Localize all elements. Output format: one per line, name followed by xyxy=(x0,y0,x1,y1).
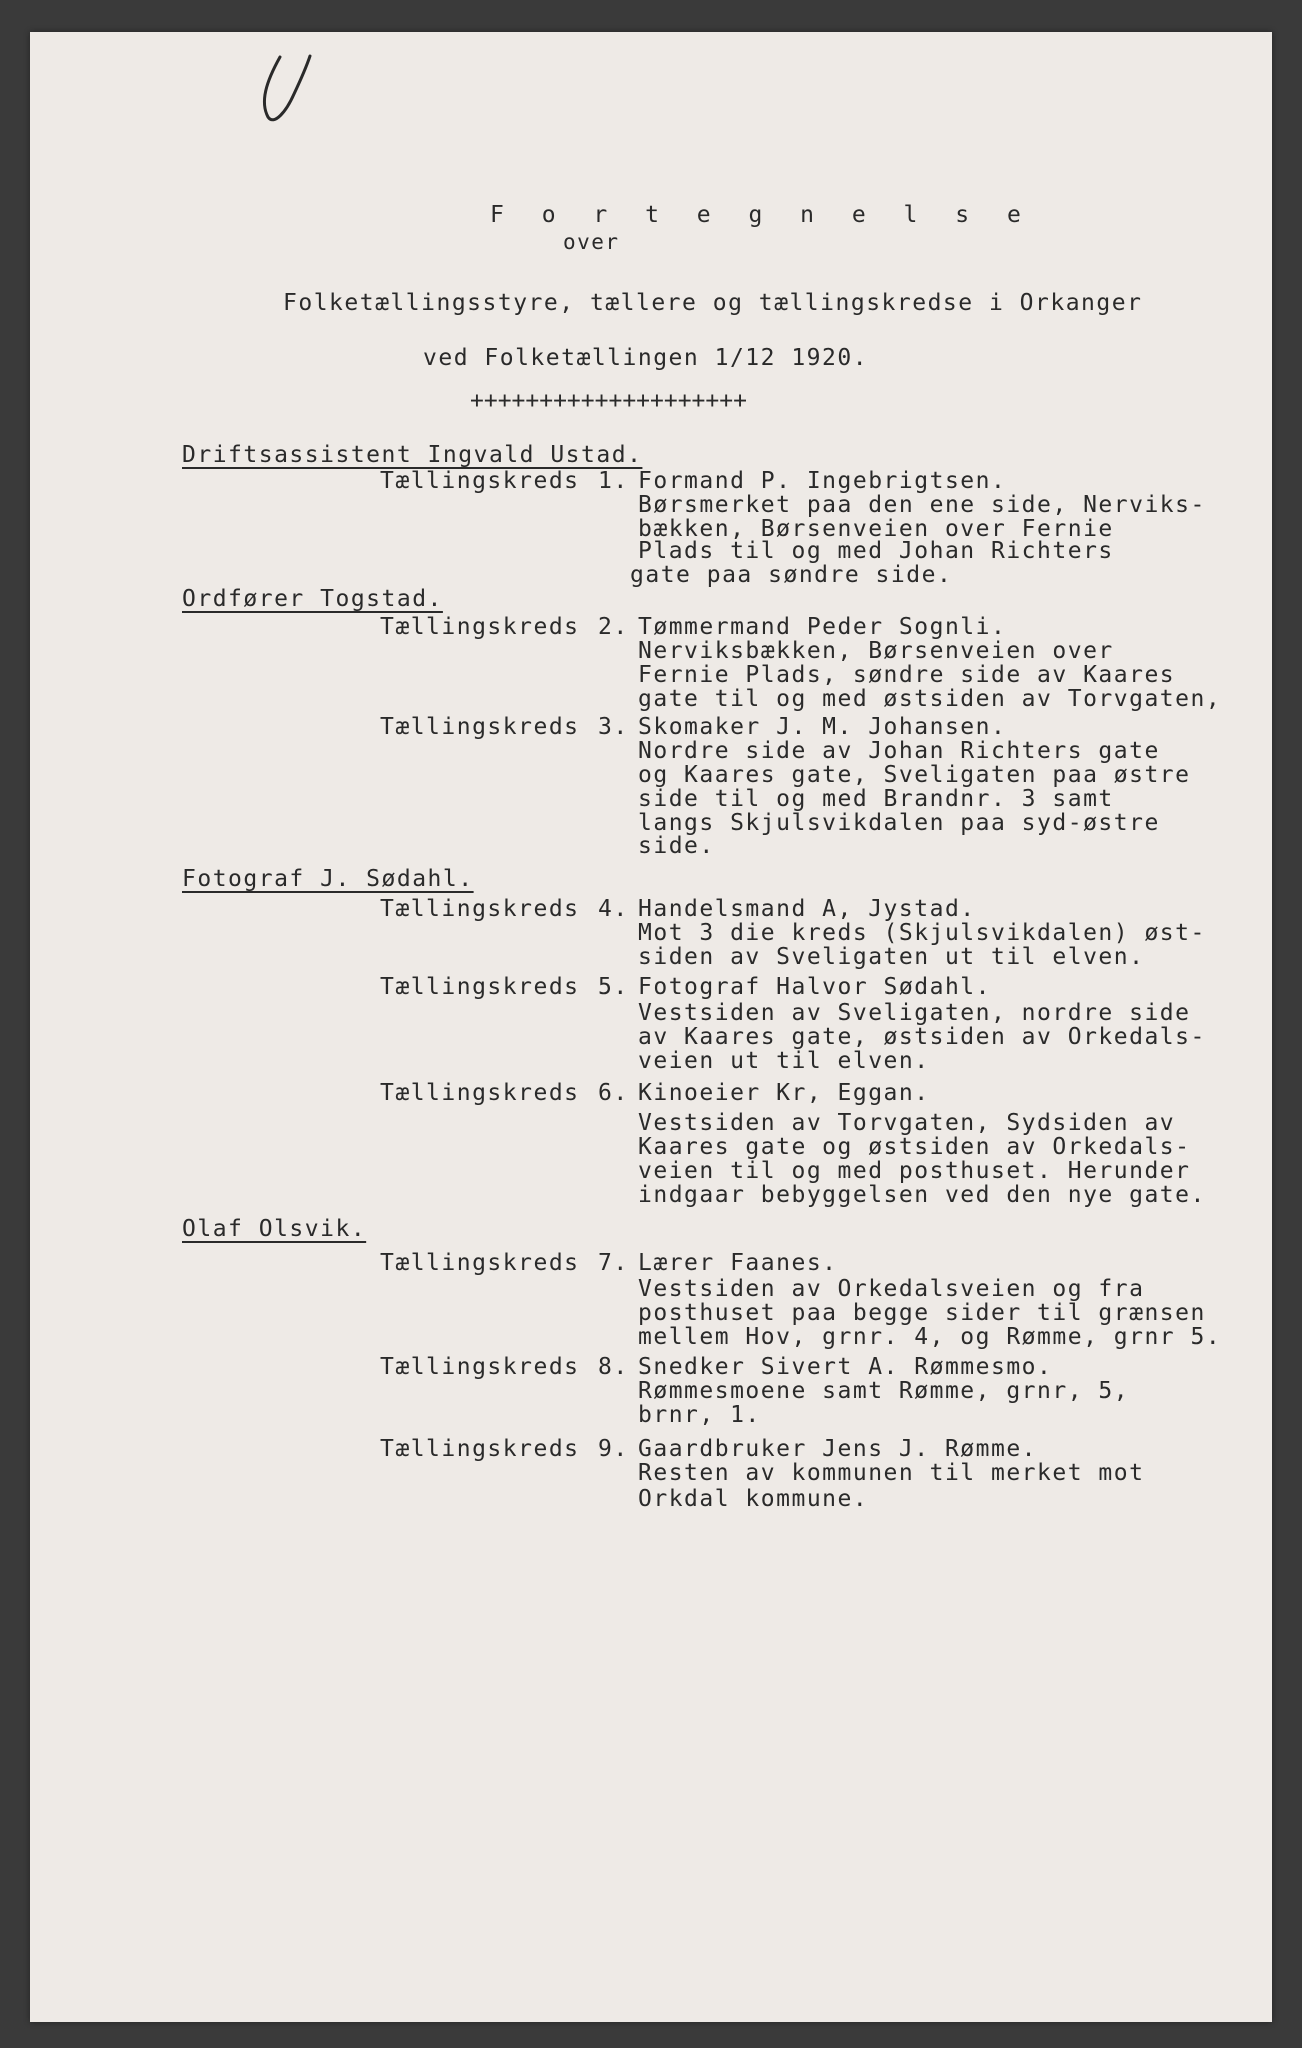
kreds-number: 6. xyxy=(598,1080,629,1106)
kreds-description-line: indgaar bebyggelsen ved den nye gate. xyxy=(638,1182,1206,1208)
kreds-description-line: Plads til og med Johan Richters xyxy=(638,538,1114,564)
section-heading: Fotograf J. Sødahl. xyxy=(182,866,474,892)
kreds-description-line: Rømmesmoene samt Rømme, grnr, 5, xyxy=(638,1378,1130,1404)
kreds-description-line: gate til og med østsiden av Torvgaten, xyxy=(638,686,1222,712)
kreds-number: 3. xyxy=(598,714,629,740)
kreds-description-line: Nerviksbækken, Børsenveien over xyxy=(638,638,1114,664)
kreds-description-line: gate paa søndre side. xyxy=(630,562,953,588)
handwritten-checkmark-icon xyxy=(258,42,318,132)
kreds-description-line: av Kaares gate, østsiden av Orkedals- xyxy=(638,1024,1206,1050)
kreds-counter-name: Fotograf Halvor Sødahl. xyxy=(638,974,991,1000)
kreds-description-line: side. xyxy=(638,833,715,859)
kreds-number: 9. xyxy=(598,1436,629,1462)
kreds-counter-name: Skomaker J. M. Johansen. xyxy=(638,714,1007,740)
document-title: F o r t e g n e l s e xyxy=(490,202,1033,228)
kreds-label: Tællingskreds xyxy=(380,974,580,1000)
kreds-description-line: bækken, Børsenveien over Fernie xyxy=(638,516,1114,542)
kreds-description-line: veien ut til elven. xyxy=(638,1048,930,1074)
kreds-description-line: Fernie Plads, søndre side av Kaares xyxy=(638,662,1176,688)
kreds-counter-name: Kinoeier Kr, Eggan. xyxy=(638,1080,930,1106)
kreds-description-line: brnr, 1. xyxy=(638,1402,761,1428)
kreds-number: 8. xyxy=(598,1354,629,1380)
kreds-description-line: og Kaares gate, Sveligaten paa østre xyxy=(638,762,1191,788)
kreds-description-line: side til og med Brandnr. 3 samt xyxy=(638,786,1114,812)
kreds-label: Tællingskreds xyxy=(380,1250,580,1276)
kreds-number: 5. xyxy=(598,974,629,1000)
kreds-label: Tællingskreds xyxy=(380,714,580,740)
kreds-label: Tællingskreds xyxy=(380,896,580,922)
kreds-label: Tællingskreds xyxy=(380,614,580,640)
section-heading: Ordfører Togstad. xyxy=(182,586,443,612)
kreds-number: 2. xyxy=(598,614,629,640)
document-page xyxy=(30,32,1272,2022)
kreds-number: 4. xyxy=(598,896,629,922)
kreds-number: 1. xyxy=(598,468,629,494)
kreds-label: Tællingskreds xyxy=(380,468,580,494)
separator-line: ++++++++++++++++++++ xyxy=(470,388,747,414)
kreds-description-line: Vestsiden av Torvgaten, Sydsiden av xyxy=(638,1110,1176,1136)
document-over: over xyxy=(563,230,620,254)
kreds-description-line: Børsmerket paa den ene side, Nerviks- xyxy=(638,492,1206,518)
kreds-label: Tællingskreds xyxy=(380,1436,580,1462)
kreds-description-line: Kaares gate og østsiden av Orkedals- xyxy=(638,1134,1191,1160)
document-date-line: ved Folketællingen 1/12 1920. xyxy=(423,345,869,371)
document-subtitle: Folketællingsstyre, tællere og tællingskredse i Orkanger xyxy=(283,290,1143,316)
kreds-counter-name: Snedker Sivert A. Rømmesmo. xyxy=(638,1354,1053,1380)
kreds-counter-name: Lærer Faanes. xyxy=(638,1250,838,1276)
kreds-label: Tællingskreds xyxy=(380,1080,580,1106)
kreds-description-line: Nordre side av Johan Richters gate xyxy=(638,738,1160,764)
kreds-counter-name: Formand P. Ingebrigtsen. xyxy=(638,468,1007,494)
kreds-number: 7. xyxy=(598,1250,629,1276)
section-heading: Olaf Olsvik. xyxy=(182,1216,367,1242)
kreds-description-line: siden av Sveligaten ut til elven. xyxy=(638,944,1145,970)
kreds-description-line: mellem Hov, grnr. 4, og Rømme, grnr 5. xyxy=(638,1324,1222,1350)
kreds-counter-name: Tømmermand Peder Sognli. xyxy=(638,614,1007,640)
kreds-description-line: Vestsiden av Sveligaten, nordre side xyxy=(638,1000,1191,1026)
kreds-description-line: veien til og med posthuset. Herunder xyxy=(638,1158,1191,1184)
kreds-description-line: Mot 3 die kreds (Skjulsvikdalen) øst- xyxy=(638,920,1206,946)
kreds-counter-name: Handelsmand A, Jystad. xyxy=(638,896,976,922)
kreds-description-line: Resten av kommunen til merket mot xyxy=(638,1460,1145,1486)
kreds-description-line: Vestsiden av Orkedalsveien og fra xyxy=(638,1276,1145,1302)
section-heading: Driftsassistent Ingvald Ustad. xyxy=(182,442,643,468)
kreds-label: Tællingskreds xyxy=(380,1354,580,1380)
kreds-counter-name: Gaardbruker Jens J. Rømme. xyxy=(638,1436,1038,1462)
kreds-description-line: Orkdal kommune. xyxy=(638,1486,869,1512)
kreds-description-line: posthuset paa begge sider til grænsen xyxy=(638,1300,1206,1326)
kreds-description-line: langs Skjulsvikdalen paa syd-østre xyxy=(638,810,1160,836)
